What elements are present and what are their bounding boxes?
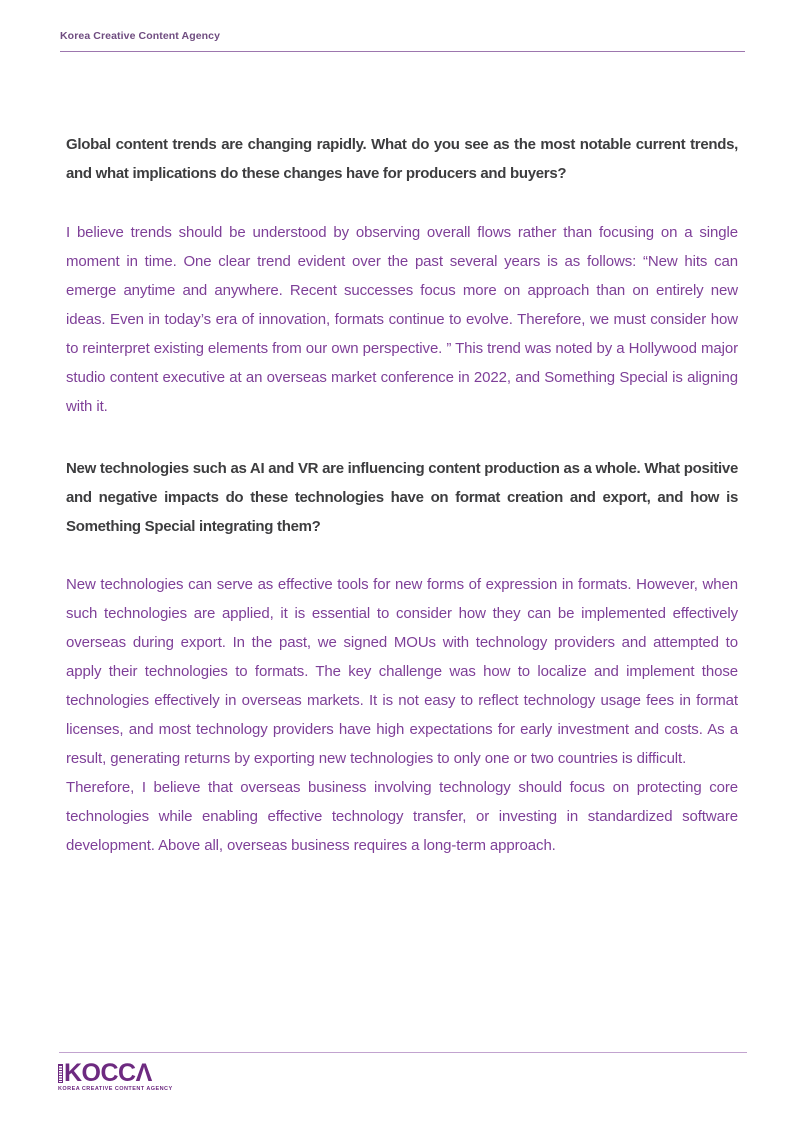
answer-2-paragraph-2: Therefore, I believe that overseas business involving technology should focus on protecting core technologies while enabling effective technology transfer, or investing in standardized software development. Above all, overseas business requires a long-term approach. bbox=[66, 779, 743, 854]
kocca-logo bbox=[58, 1059, 173, 1092]
answer-2-paragraph-1: New technologies can serve as effective tools for new forms of expression in formats. However, when such technologies are applied, it is essential to consider how they can be implemented effectively overseas during export. In the past, we signed MOUs with technology providers and attempted to apply their technologies to formats. The key challenge was how to localize and implement those technologies effectively in overseas markets. It is not easy to reflect technology usage fees in format licenses, and most technology providers have high expectations for early investment and costs. As a result, generating returns by exporting new technologies to only one or two countries is difficult. bbox=[66, 576, 743, 767]
kocca-logo-text: KOCCΛ bbox=[64, 1059, 152, 1087]
page-header bbox=[60, 30, 745, 52]
kocca-logo-mark-icon bbox=[58, 1064, 63, 1083]
question-2: New technologies such as AI and VR are influencing content production as a whole. What positive and negative impacts do these technologies have on format creation and export, and how is Something Special integrating them? bbox=[66, 460, 742, 535]
question-1: Global content trends are changing rapidly. What do you see as the most notable current trends, and what implications do these changes have for producers and buyers? bbox=[66, 136, 742, 182]
kocca-logo-tagline: KOREA CREATIVE CONTENT AGENCY bbox=[58, 1086, 173, 1092]
answer-1-paragraph-1: I believe trends should be understood by observing overall flows rather than focusing on a single moment in time. One clear trend evident over the past several years is as follows: “New hits can emerge anytime and anywhere. Recent successes focus more on approach than on entirely new ideas. Even in today’s era of innovation, formats continue to evolve. Therefore, we must consider how to reinterpret existing elements from our own perspective. ” This trend was noted by a Hollywood major studio content executive at an overseas market conference in 2022, and Something Special is aligning with it. bbox=[66, 224, 747, 415]
kocca-logo-row bbox=[58, 1059, 173, 1087]
header-agency-name: Korea Creative Content Agency bbox=[60, 30, 221, 42]
footer-divider bbox=[59, 1052, 747, 1053]
article-body bbox=[66, 130, 747, 860]
